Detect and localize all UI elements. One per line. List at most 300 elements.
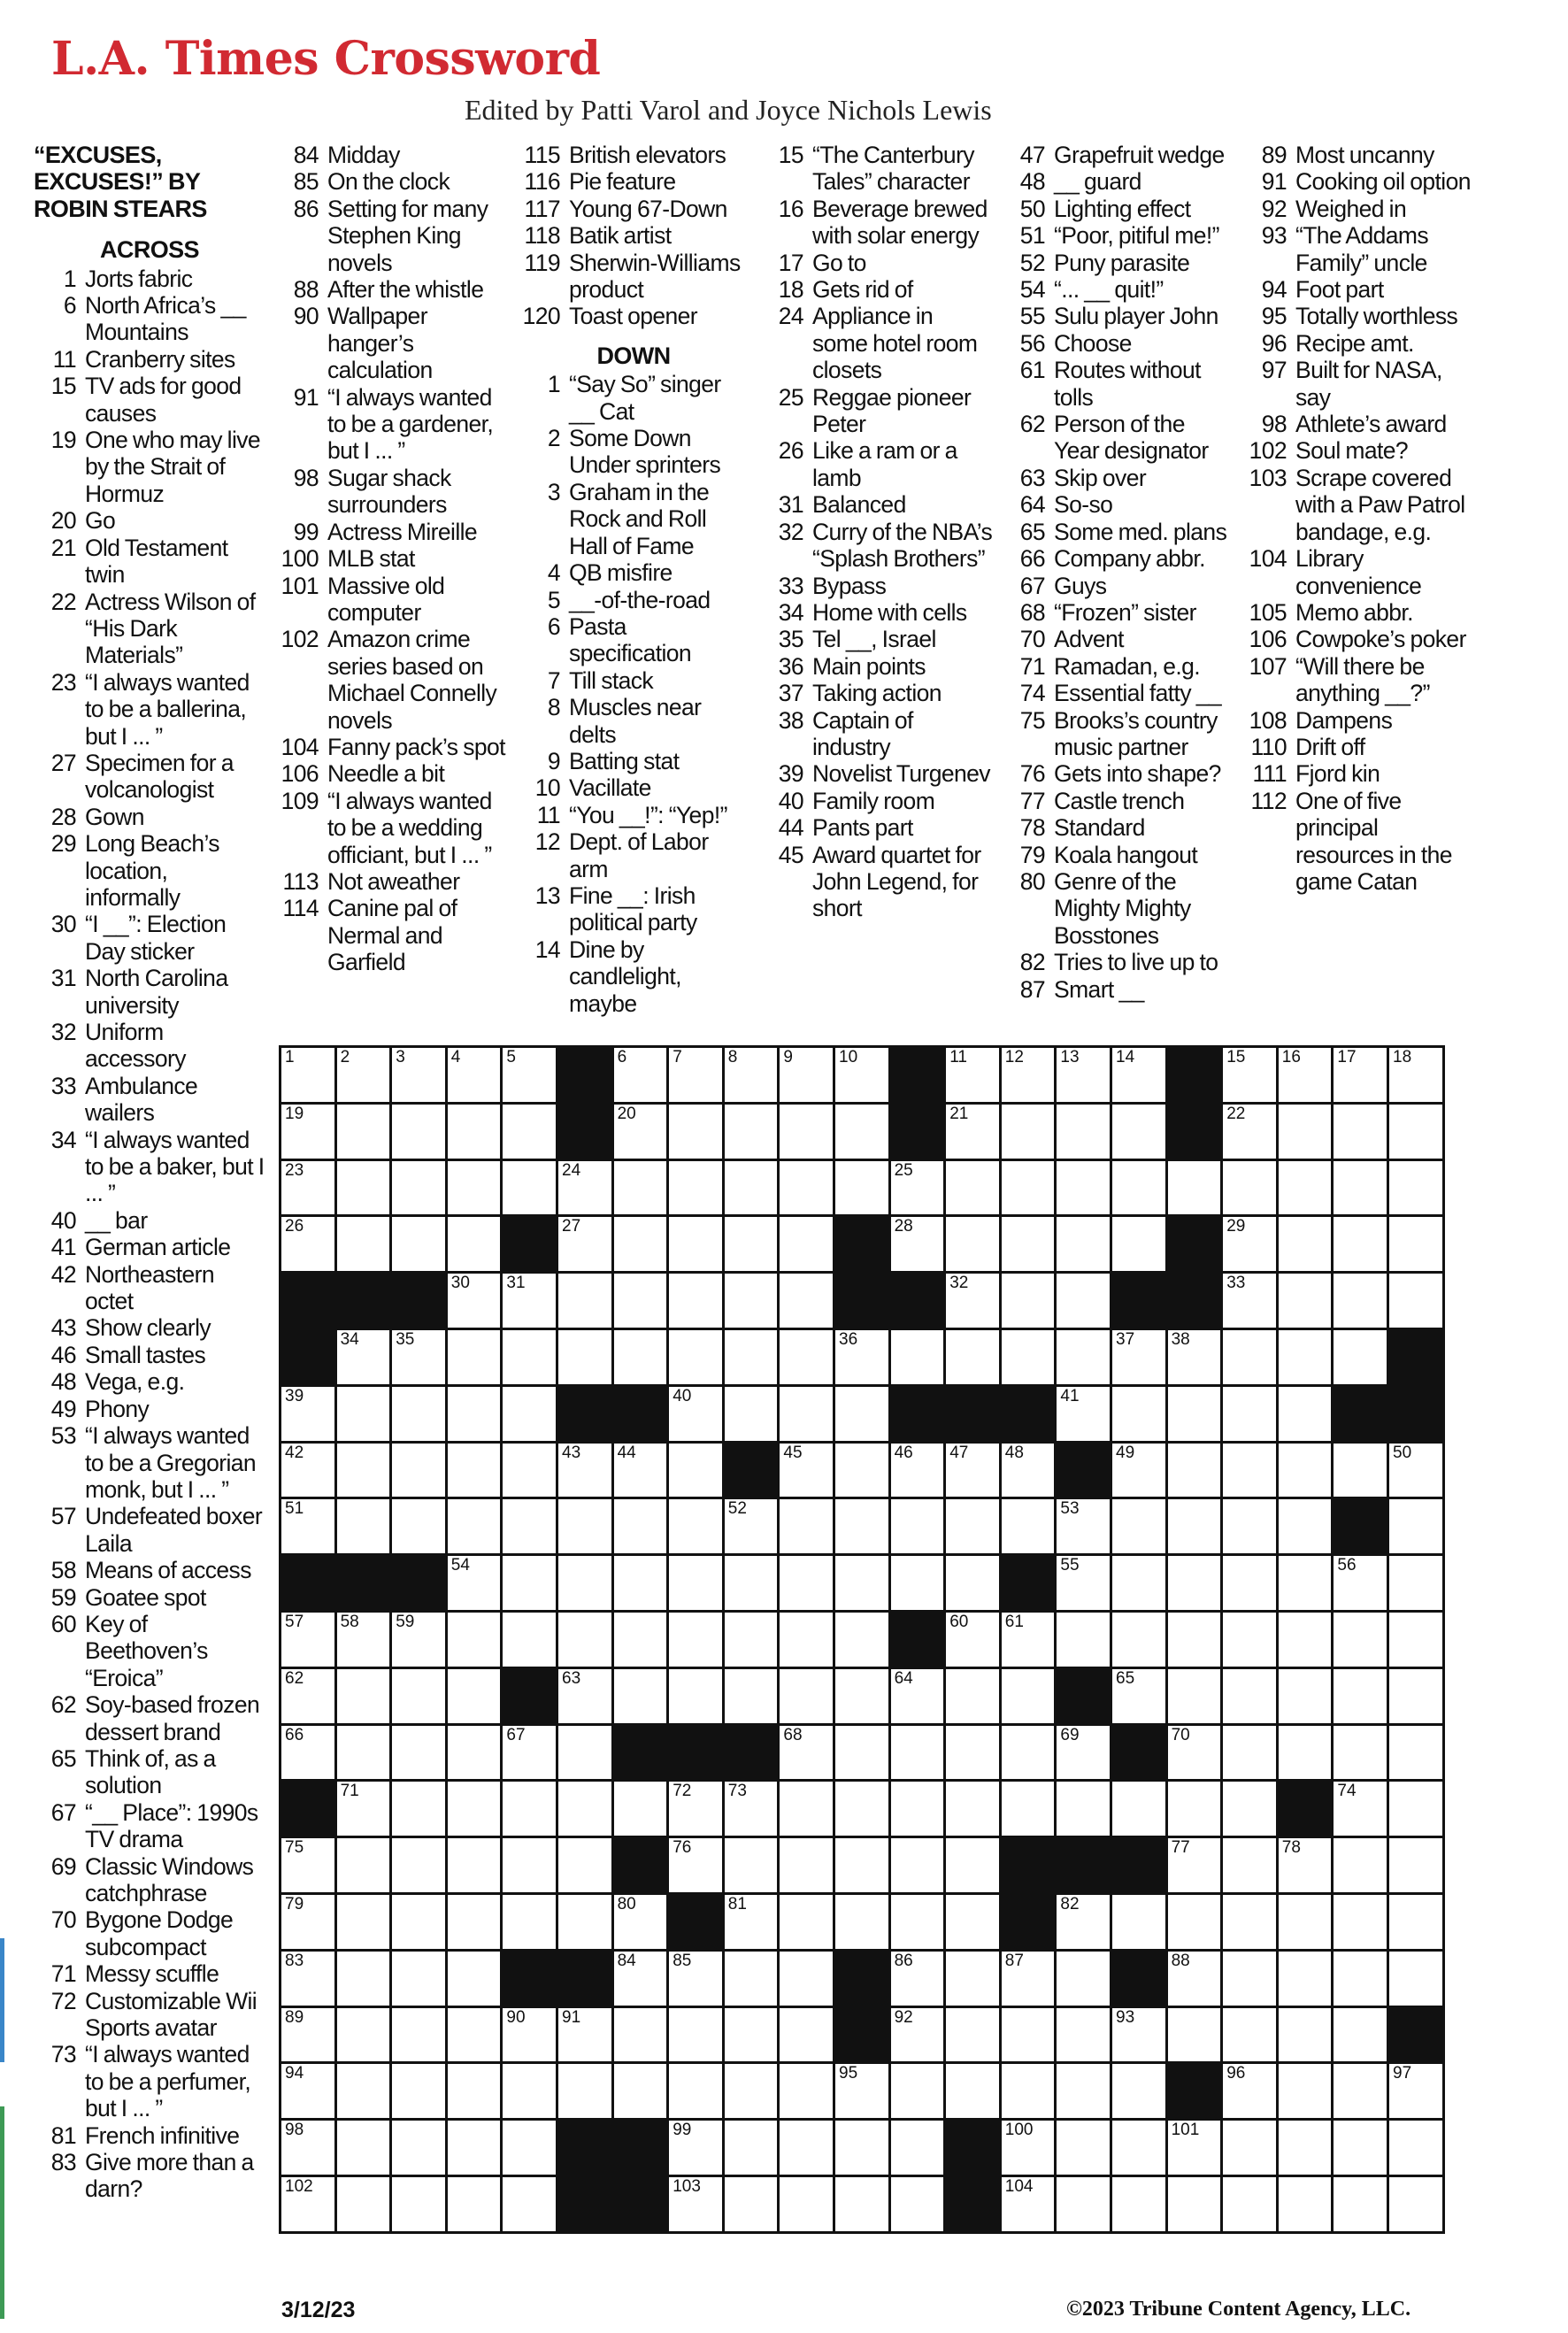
down-clue-67 [1003, 573, 1234, 599]
cell-number: 98 [285, 2121, 304, 2140]
grid-cell [337, 1387, 393, 1444]
grid-cell [392, 1895, 448, 1952]
across-clue-65 [34, 1745, 265, 1799]
cell-number: 19 [285, 1104, 304, 1123]
grid-cell [1223, 1387, 1279, 1444]
clue-text: Dept. of Labor arm [569, 828, 709, 882]
grid-cell [337, 1217, 393, 1274]
cell-number: 70 [1171, 1725, 1190, 1744]
grid-cell [337, 1613, 393, 1669]
down-clue-65 [1003, 519, 1234, 545]
clue-number: 40 [50, 1206, 76, 1234]
grid-cell [835, 1161, 891, 1218]
cell-number: 27 [562, 1217, 581, 1236]
down-clue-54 [1003, 276, 1234, 303]
across-clue-43 [34, 1314, 265, 1341]
down-clue-89 [1244, 142, 1476, 168]
grid-cell [835, 1499, 891, 1556]
grid-cell [1389, 1274, 1445, 1330]
grid-cell [614, 1556, 670, 1613]
grid-cell [503, 1499, 558, 1556]
grid-cell [1389, 1613, 1445, 1669]
grid-cell [1002, 1330, 1057, 1387]
clue-number: 83 [50, 2149, 76, 2176]
clue-text: Uniform accessory [85, 1019, 186, 1073]
clue-column-2 [276, 142, 508, 976]
clue-number: 16 [778, 195, 803, 222]
cell-number: 88 [1171, 1951, 1190, 1970]
down-clue-6 [518, 613, 749, 667]
across-clue-31 [34, 965, 265, 1019]
clue-number: 93 [1261, 222, 1287, 250]
grid-cell [1223, 1838, 1279, 1895]
clue-number: 104 [1249, 545, 1287, 573]
grid-cell [891, 1556, 947, 1613]
clue-number: 57 [50, 1503, 76, 1530]
down-clue-96 [1244, 330, 1476, 357]
clue-column-5 [1003, 142, 1234, 1003]
cell-number: 36 [839, 1330, 858, 1349]
clue-text: Choose [1054, 329, 1132, 357]
clue-number: 65 [50, 1744, 76, 1772]
grid-cell [448, 2064, 503, 2121]
clue-text: Some med. plans [1054, 518, 1227, 545]
across-clue-98 [276, 465, 508, 519]
clue-text: Think of, as a solution [85, 1744, 216, 1799]
across-clue-21 [34, 535, 265, 589]
grid-cell [946, 1105, 1002, 1161]
grid-cell [1334, 1838, 1389, 1895]
grid-block [835, 2008, 891, 2065]
grid-cell [780, 1499, 835, 1556]
across-clue-73 [34, 2041, 265, 2121]
cell-number: 43 [562, 1443, 581, 1462]
clue-text: QB misfire [569, 559, 673, 587]
grid-cell [1112, 2064, 1168, 2121]
grid-cell [891, 2064, 947, 2121]
clue-number: 50 [1019, 195, 1045, 222]
clue-text: Tel __, Israel [812, 626, 936, 653]
grid-block [946, 2121, 1002, 2177]
clue-number: 42 [50, 1260, 76, 1288]
grid-cell [835, 2064, 891, 2121]
clue-number: 31 [778, 491, 803, 519]
cell-number: 20 [617, 1104, 636, 1123]
clue-text: Soul mate? [1295, 437, 1409, 465]
grid-cell [725, 1782, 780, 1838]
across-clue-109 [276, 788, 508, 868]
cell-number: 94 [285, 2064, 304, 2083]
grid-block [614, 2121, 670, 2177]
clue-number: 111 [1252, 760, 1287, 788]
grid-cell [891, 1669, 947, 1726]
clue-text: North Africa’s __ Mountains [85, 292, 246, 346]
grid-cell [835, 1556, 891, 1613]
clue-number: 5 [547, 586, 560, 613]
grid-cell [1389, 1838, 1445, 1895]
clue-number: 118 [524, 222, 560, 250]
grid-cell [503, 1895, 558, 1952]
grid-cell [337, 1838, 393, 1895]
grid-cell [1279, 1895, 1334, 1952]
grid-cell [1279, 1838, 1334, 1895]
cell-number: 71 [340, 1782, 359, 1801]
across-clue-41 [34, 1234, 265, 1260]
clue-text: Essential fatty __ [1054, 680, 1222, 707]
cell-number: 77 [1171, 1838, 1190, 1858]
grid-cell [448, 1895, 503, 1952]
clue-number: 87 [1019, 975, 1045, 1003]
grid-cell [946, 1556, 1002, 1613]
cell-number: 24 [562, 1160, 581, 1180]
grid-cell [337, 2177, 393, 2234]
grid-cell [780, 1387, 835, 1444]
cell-number: 61 [1004, 1613, 1024, 1631]
grid-cell [891, 2177, 947, 2234]
clue-number: 12 [534, 828, 560, 856]
clue-text: Sherwin-Williams product [569, 249, 741, 304]
grid-cell [1112, 1048, 1168, 1105]
clue-text: “I always wanted to be a baker, but I ... ” [85, 1126, 265, 1207]
clue-number: 23 [50, 668, 76, 696]
clue-column-3 [518, 142, 749, 1017]
grid-cell [392, 2008, 448, 2065]
grid-cell [1389, 1444, 1445, 1500]
cell-number: 13 [1060, 1048, 1080, 1066]
grid-cell [1223, 2064, 1279, 2121]
clue-number: 32 [50, 1019, 76, 1045]
grid-cell [891, 1895, 947, 1952]
across-clue-1 [34, 266, 265, 292]
grid-cell [448, 1330, 503, 1387]
clue-number: 1 [547, 371, 560, 398]
grid-cell [1334, 1726, 1389, 1782]
down-clue-37 [761, 680, 993, 706]
grid-cell [725, 1895, 780, 1952]
clue-number: 66 [1019, 545, 1045, 573]
grid-cell [503, 1274, 558, 1330]
clue-number: 6 [547, 612, 560, 640]
across-clue-84 [276, 142, 508, 168]
cell-number: 67 [506, 1725, 526, 1744]
across-clue-58 [34, 1557, 265, 1583]
down-clue-51 [1003, 222, 1234, 249]
down-clue-105 [1244, 599, 1476, 626]
down-clue-78 [1003, 814, 1234, 841]
clue-number: 96 [1261, 329, 1287, 357]
grid-cell [946, 1330, 1002, 1387]
down-clue-56 [1003, 330, 1234, 357]
down-clue-12 [518, 828, 749, 882]
grid-cell [669, 1048, 725, 1105]
grid-cell [614, 1105, 670, 1161]
cell-number: 35 [396, 1330, 415, 1349]
grid-block [503, 1217, 558, 1274]
down-clue-33 [761, 573, 993, 599]
clue-number: 27 [50, 749, 76, 776]
grid-cell [281, 1217, 337, 1274]
across-clue-27 [34, 750, 265, 804]
grid-cell [1112, 1556, 1168, 1613]
clue-text: Needle a bit [327, 760, 445, 788]
clue-number: 14 [534, 936, 560, 963]
down-clue-61 [1003, 357, 1234, 411]
grid-cell [1389, 1669, 1445, 1726]
clue-number: 56 [1019, 329, 1045, 357]
grid-cell [669, 1330, 725, 1387]
cell-number: 102 [285, 2177, 313, 2196]
grid-block [1002, 1838, 1057, 1895]
clue-number: 89 [1261, 142, 1287, 168]
grid-cell [1002, 1669, 1057, 1726]
grid-block [1112, 1726, 1168, 1782]
grid-cell [558, 1330, 614, 1387]
clue-text: Batik artist [569, 222, 672, 250]
clue-text: Lighting effect [1054, 195, 1191, 222]
down-clue-106 [1244, 626, 1476, 652]
grid-cell [946, 2064, 1002, 2121]
grid-cell [1279, 2121, 1334, 2177]
grid-cell [1002, 1105, 1057, 1161]
grid-cell [1223, 1952, 1279, 2008]
grid-cell [337, 1444, 393, 1500]
cell-number: 75 [285, 1838, 304, 1858]
grid-cell [669, 1217, 725, 1274]
down-clue-8 [518, 694, 749, 748]
grid-cell [558, 1444, 614, 1500]
down-clue-45 [761, 842, 993, 922]
grid-cell [1168, 1444, 1224, 1500]
clue-text: MLB stat [327, 545, 415, 573]
clue-number: 77 [1019, 787, 1045, 814]
clue-number: 80 [1019, 867, 1045, 895]
grid-block [1168, 1105, 1224, 1161]
clue-number: 10 [534, 774, 560, 802]
grid-cell [669, 2177, 725, 2234]
grid-cell [725, 1952, 780, 2008]
grid-block [558, 1387, 614, 1444]
grid-cell [281, 1387, 337, 1444]
clue-number: 79 [1019, 841, 1045, 868]
down-clue-103 [1244, 465, 1476, 545]
down-clue-18 [761, 276, 993, 303]
grid-cell [448, 1782, 503, 1838]
grid-cell [1057, 2064, 1112, 2121]
grid-cell [1279, 2008, 1334, 2065]
grid-cell [503, 2008, 558, 2065]
cell-number: 51 [285, 1499, 304, 1519]
cell-number: 21 [949, 1104, 969, 1123]
clue-text: Award quartet for John Legend, for short [812, 841, 981, 922]
grid-cell [725, 1048, 780, 1105]
cell-number: 26 [285, 1217, 304, 1236]
grid-block [1002, 1387, 1057, 1444]
down-clue-91 [1244, 168, 1476, 195]
grid-block [281, 1556, 337, 1613]
cell-number: 56 [1337, 1556, 1357, 1575]
grid-cell [1168, 1387, 1224, 1444]
grid-cell [503, 2064, 558, 2121]
clue-number: 99 [293, 518, 319, 545]
across-clue-57 [34, 1503, 265, 1557]
grid-cell [448, 1952, 503, 2008]
grid-cell [891, 1217, 947, 1274]
grid-cell [558, 1217, 614, 1274]
clue-text: Cranberry sites [85, 345, 235, 373]
grid-cell [392, 1782, 448, 1838]
clue-number: 38 [778, 706, 803, 734]
down-clue-75 [1003, 707, 1234, 761]
clue-text: Bypass [812, 572, 887, 599]
grid-cell [1168, 1330, 1224, 1387]
clue-text: Sulu player John [1054, 303, 1218, 330]
grid-cell [1279, 1499, 1334, 1556]
grid-cell [614, 1952, 670, 2008]
across-clue-67 [34, 1799, 265, 1853]
grid-cell [392, 1838, 448, 1895]
clue-text: Bygone Dodge subcompact [85, 1906, 234, 1960]
grid-block [1057, 1838, 1112, 1895]
grid-cell [891, 1726, 947, 1782]
grid-cell [281, 1952, 337, 2008]
across-clue-22 [34, 589, 265, 669]
down-clue-16 [761, 196, 993, 250]
grid-cell [503, 2121, 558, 2177]
grid-cell [1279, 2177, 1334, 2234]
cell-number: 63 [562, 1668, 581, 1688]
grid-cell [448, 1613, 503, 1669]
grid-cell [1168, 1669, 1224, 1726]
clue-text: Messy scuffle [85, 1960, 219, 1988]
down-clue-111 [1244, 760, 1476, 787]
grid-cell [1279, 1274, 1334, 1330]
cell-number: 50 [1393, 1443, 1412, 1462]
clue-number: 102 [281, 626, 319, 653]
clue-text: Batting stat [569, 747, 680, 774]
grid-cell [946, 1613, 1002, 1669]
clue-text: Undefeated boxer Laila [85, 1503, 263, 1557]
clue-text: Vacillate [569, 774, 651, 802]
across-clue-34 [34, 1127, 265, 1207]
clue-text: “The Canterbury Tales” character [812, 142, 974, 196]
grid-block [614, 1726, 670, 1782]
clue-number: 40 [778, 787, 803, 814]
grid-cell [946, 1161, 1002, 1218]
grid-block [1279, 1782, 1334, 1838]
grid-cell [337, 2064, 393, 2121]
grid-block [1389, 1387, 1445, 1444]
grid-cell [558, 2008, 614, 2065]
grid-block [337, 1556, 393, 1613]
grid-cell [891, 1782, 947, 1838]
grid-cell [891, 1838, 947, 1895]
clue-number: 62 [1019, 411, 1045, 438]
grid-cell [392, 1613, 448, 1669]
grid-cell [1223, 1105, 1279, 1161]
clue-text: Vega, e.g. [85, 1368, 185, 1396]
cell-number: 34 [340, 1330, 359, 1349]
across-clue-106 [276, 760, 508, 787]
clue-number: 53 [50, 1422, 76, 1450]
grid-cell [780, 1556, 835, 1613]
grid-cell [281, 1499, 337, 1556]
across-clue-49 [34, 1396, 265, 1422]
cell-number: 6 [617, 1048, 627, 1066]
down-clue-98 [1244, 411, 1476, 437]
grid-cell [337, 1952, 393, 2008]
down-clue-15 [761, 142, 993, 196]
across-clue-72 [34, 1988, 265, 2042]
clue-text: __-of-the-road [569, 586, 711, 613]
down-clue-104 [1244, 545, 1476, 599]
clue-number: 33 [778, 572, 803, 599]
clue-text: Fine __: Irish political party [569, 882, 697, 936]
clue-text: Koala hangout [1054, 841, 1198, 868]
grid-cell [1057, 1726, 1112, 1782]
grid-cell [392, 1952, 448, 2008]
grid-cell [503, 1105, 558, 1161]
grid-cell [448, 1838, 503, 1895]
grid-cell [503, 1161, 558, 1218]
clue-number: 88 [293, 276, 319, 304]
cell-number: 41 [1060, 1386, 1080, 1405]
grid-cell [1223, 2177, 1279, 2234]
grid-cell [1057, 1499, 1112, 1556]
grid-cell [835, 1330, 891, 1387]
cell-number: 12 [1004, 1048, 1024, 1066]
grid-block [946, 1387, 1002, 1444]
clue-text: Brooks’s country music partner [1054, 706, 1218, 760]
grid-block [1168, 1217, 1224, 1274]
grid-cell [780, 1444, 835, 1500]
clue-text: Like a ram or a lamb [812, 437, 957, 491]
grid-cell [669, 1387, 725, 1444]
grid-cell [1279, 1217, 1334, 1274]
down-clue-10 [518, 774, 749, 801]
grid-cell [1389, 1048, 1445, 1105]
down-clue-62 [1003, 411, 1234, 465]
across-clue-23 [34, 669, 265, 750]
grid-cell [1168, 1726, 1224, 1782]
grid-cell [725, 1274, 780, 1330]
clue-number: 94 [1261, 276, 1287, 304]
grid-cell [448, 1556, 503, 1613]
grid-cell [1112, 1782, 1168, 1838]
cell-number: 64 [894, 1668, 913, 1688]
clue-text: Old Testament twin [85, 534, 228, 589]
clue-text: Midday [327, 142, 400, 168]
clue-text: Massive old computer [327, 572, 445, 626]
down-clue-47 [1003, 142, 1234, 168]
grid-cell [1112, 1613, 1168, 1669]
grid-cell [669, 1838, 725, 1895]
clue-number: 108 [1249, 706, 1287, 734]
clue-text: Specimen for a volcanologist [85, 749, 234, 804]
cell-number: 96 [1226, 2064, 1246, 2083]
clue-number: 34 [778, 598, 803, 626]
clue-number: 39 [778, 760, 803, 788]
clue-number: 11 [536, 801, 560, 828]
cell-number: 85 [673, 1951, 692, 1970]
across-clue-83 [34, 2149, 265, 2203]
clue-number: 36 [778, 652, 803, 680]
clue-number: 85 [293, 168, 319, 196]
grid-cell [392, 1726, 448, 1782]
grid-cell [1279, 1952, 1334, 2008]
across-clue-101 [276, 573, 508, 627]
clue-number: 92 [1261, 195, 1287, 222]
grid-cell [1334, 1952, 1389, 2008]
